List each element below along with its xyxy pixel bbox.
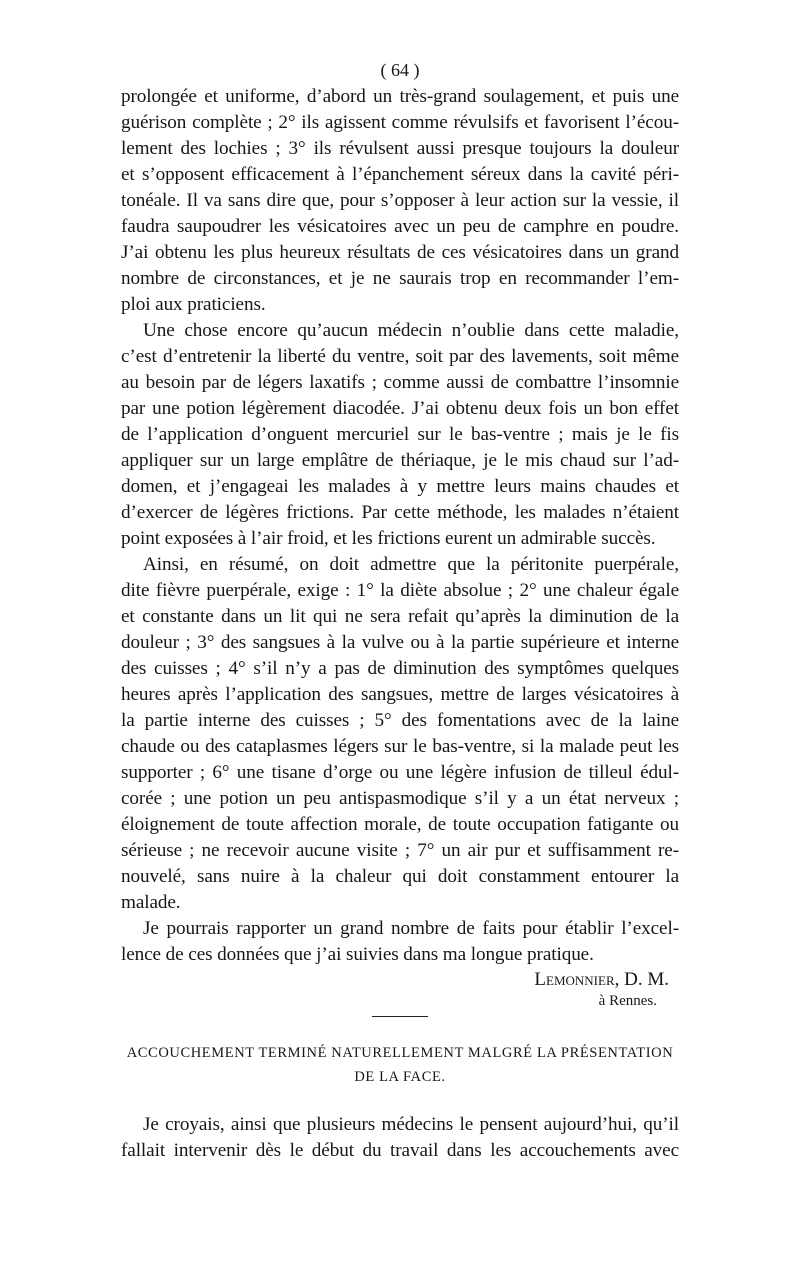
text-line: appliquer sur un large emplâtre de thériaque, je le mis chaud sur l’ad- — [121, 450, 679, 471]
section-divider — [372, 1016, 428, 1017]
text-line: faudra saupoudrer les vésicatoires avec un peu de camphre en poudre. — [121, 216, 679, 237]
text-line: éloignement de toute affection morale, de toute occupation fatigante ou — [121, 814, 679, 835]
document-page — [121, 60, 679, 1164]
text-line: par une potion légèrement diacodée. J’ai obtenu deux fois un bon effet — [121, 398, 679, 419]
text-line: point exposées à l’air froid, et les frictions eurent un admirable succès. — [121, 528, 656, 549]
paragraph-vesicatoires — [121, 84, 679, 318]
text-line: corée ; une potion un peu antispasmodique s’il y a un état nerveux ; — [121, 788, 679, 809]
text-line: d’exercer de légères frictions. Par cette méthode, les malades n’étaient — [121, 502, 679, 523]
text-line: lement des lochies ; 3° ils révulsent aussi presque toujours la douleur — [121, 138, 679, 159]
text-line: Une chose encore qu’aucun médecin n’oublie dans cette maladie, — [143, 320, 679, 341]
section-title-continued: DE LA FACE. — [354, 1069, 446, 1085]
text-line: au besoin par de légers laxatifs ; comme aussi de combattre l’insomnie — [121, 372, 679, 393]
text-line: guérison complète ; 2° ils agissent comme révulsifs et favorisent l’écou- — [121, 112, 679, 133]
text-line: J’ai obtenu les plus heureux résultats de ces vésicatoires dans un grand — [121, 242, 679, 263]
text-line: Ainsi, en résumé, on doit admettre que la péritonite puerpérale, — [143, 554, 679, 575]
author-location: à Rennes. — [598, 993, 657, 1009]
spacer — [121, 1089, 679, 1112]
paragraph-resume — [121, 552, 679, 916]
author-name: Lemonnier — [534, 969, 615, 990]
text-line: dite fièvre puerpérale, exige : 1° la diète absolue ; 2° une chaleur égale — [121, 580, 679, 601]
text-line: des cuisses ; 4° s’il n’y a pas de diminution des symptômes quelques — [121, 658, 679, 679]
text-line: chaude ou des cataplasmes légers sur le bas-ventre, si la malade peut les — [121, 736, 679, 757]
text-line: domen, et j’engageai les malades à y mettre leurs mains chaudes et — [121, 476, 679, 497]
author-signature — [121, 968, 679, 992]
text-line: malade. — [121, 892, 181, 913]
paragraph-new-section — [121, 1112, 679, 1164]
text-line: Je pourrais rapporter un grand nombre de faits pour établir l’excel- — [143, 918, 679, 939]
section-title: ACCOUCHEMENT TERMINÉ NATURELLEMENT MALGRÉ LA PRÉSENTATION — [126, 1045, 674, 1061]
text-line: supporter ; 6° une tisane d’orge ou une légère infusion de tilleul édul- — [121, 762, 679, 783]
text-line: la partie interne des cuisses ; 5° des fomentations avec de la laine — [121, 710, 679, 731]
text-line: et s’opposent efficacement à l’épanchement séreux dans la cavité péri- — [121, 164, 679, 185]
page-number: ( 64 ) — [380, 60, 420, 80]
text-line: ploi aux praticiens. — [121, 294, 266, 315]
text-line: nombre de circonstances, et je ne saurais trop en recommander l’em- — [121, 268, 679, 289]
text-line: nouvelé, sans nuire à la chaleur qui doit constamment entourer la — [121, 866, 679, 887]
paragraph-liberte-du-ventre — [121, 318, 679, 552]
text-line: fallait intervenir dès le début du travail dans les accouchements avec — [121, 1140, 679, 1161]
text-line: heures après l’application des sangsues, mettre de larges vésicatoires à — [121, 684, 679, 705]
text-line: et constante dans un lit qui ne sera refait qu’après la diminution de la — [121, 606, 679, 627]
text-line: prolongée et uniforme, d’abord un très-grand soulagement, et puis une — [121, 86, 679, 107]
text-line: c’est d’entretenir la liberté du ventre, soit par des lavements, soit même — [121, 346, 679, 367]
text-line: douleur ; 3° des sangsues à la vulve ou à la partie supérieure et interne — [121, 632, 679, 653]
paragraph-conclusion — [121, 916, 679, 968]
text-line: Je croyais, ainsi que plusieurs médecins le pensent aujourd’hui, qu’il — [143, 1114, 679, 1135]
text-line: tonéale. Il va sans dire que, pour s’opposer à leur action sur la vessie, il — [121, 190, 679, 211]
author-title: , D. M. — [614, 969, 669, 990]
text-line: de l’application d’onguent mercuriel sur le bas-ventre ; mais je le fis — [121, 424, 679, 445]
text-line: lence de ces données que j’ai suivies dans ma longue pratique. — [121, 944, 594, 965]
text-line: sérieuse ; ne recevoir aucune visite ; 7° un air pur et suffisamment re- — [121, 840, 679, 861]
